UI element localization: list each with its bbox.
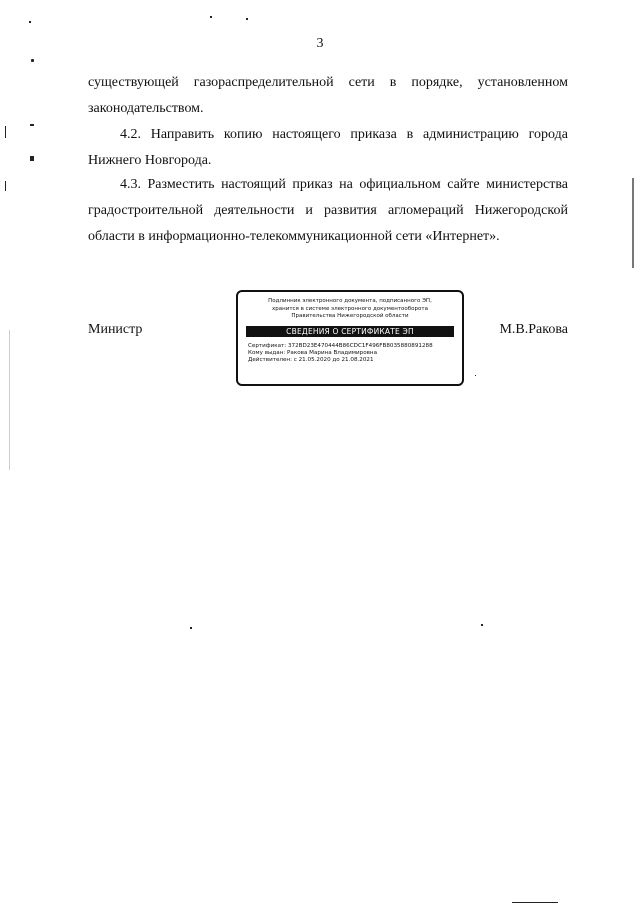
issued-to-label: Кому выдан: [248,349,286,356]
page-number: 3 [316,36,324,51]
word: в [389,75,397,90]
word: порядке, [411,75,463,90]
stamp-header-line: Подлинник электронного документа, подписанного ЭП, [268,298,432,304]
scan-artifact [246,18,248,20]
word: настоящий [221,177,286,192]
word: газораспределительной [193,75,334,90]
clause-number: 4.3. [120,177,141,192]
certificate-row [248,343,454,350]
scan-artifact [475,375,476,376]
justified-line [88,122,568,148]
scan-artifact [512,902,558,903]
paragraph-4-3 [88,172,568,250]
issued-to-value: Ракова Марина Владимировна [287,349,378,356]
word: сайте [447,177,480,192]
validity-row [248,357,454,364]
word: сети [348,75,375,90]
paragraph-network-order [88,70,568,122]
justified-line [88,198,568,224]
scan-edge-line [632,178,634,268]
text-line: области в информационно-телекоммуникационной сети «Интернет». [88,229,500,244]
scan-artifact [481,624,483,626]
scan-artifact [5,181,6,191]
text-line: законодательством. [88,101,204,116]
text-line: Нижнего Новгорода. [88,153,212,168]
scan-artifact [210,16,212,18]
certificate-value: 372BD23E470444B86CDC1F496FB8035880891288 [287,342,433,349]
paragraph-4-2 [88,122,568,174]
word: официальном [359,177,441,192]
word: агломераций [387,203,464,218]
word: развития [323,203,377,218]
certificate-label: Сертификат: [248,342,287,349]
signatory-title: Министр [88,322,143,337]
word: установленном [477,75,568,90]
scan-artifact [30,156,34,161]
word: градостроительной [88,203,204,218]
word: Направить [150,127,215,142]
word: на [339,177,353,192]
scan-artifact [190,627,192,629]
word: существующей [88,75,179,90]
word: министерства [486,177,568,192]
validity-label: Действителен: [248,357,292,364]
validity-value: с 21.05.2020 до 21.08.2021 [293,357,374,364]
scan-edge-line [9,330,10,470]
electronic-signature-stamp [236,290,464,386]
word: приказа [350,127,397,142]
scan-artifact [29,21,31,23]
word: в [406,127,414,142]
scan-artifact [30,124,34,126]
justified-line [88,70,568,96]
stamp-header [238,298,462,321]
signatory-name: М.В.Ракова [499,322,568,337]
scan-artifact [5,126,6,138]
stamp-header-line: хранится в системе электронного документооборота [272,305,428,312]
scan-artifact [31,59,34,62]
stamp-details [248,343,454,365]
stamp-header-line: Правительства Нижегородской области [291,313,409,319]
justified-line [88,172,568,198]
word: и [305,203,313,218]
word: настоящего [272,127,341,142]
word: приказ [292,177,333,192]
word: администрацию [423,127,519,142]
stamp-certificate-bar: СВЕДЕНИЯ О СЕРТИФИКАТЕ ЭП [246,326,454,337]
word: Разместить [147,177,215,192]
word: Нижегородской [474,203,568,218]
word: города [528,127,568,142]
clause-number: 4.2. [120,127,141,142]
word: копию [223,127,263,142]
word: деятельности [214,203,295,218]
